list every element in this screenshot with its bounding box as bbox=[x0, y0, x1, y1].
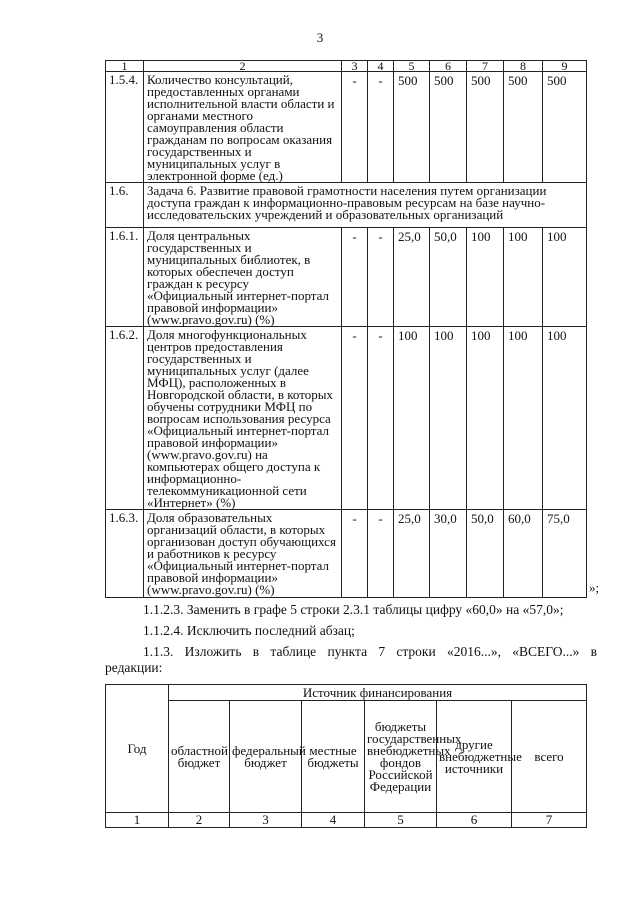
col-header: местные бюджеты bbox=[302, 701, 365, 813]
col-number: 2 bbox=[144, 61, 342, 72]
indicator-text: Доля многофункциональных центров предоставления государственных и муниципальных услуг (далее МФЦ), расположенных в Новгородской области, в которых обучены сотрудники МФЦ по вопросам использования ресурса «Официальный интернет-портал правовой информации» (www.pravo.gov.ru) на компьютерах общего доступа к информационно-телекоммуникационной сети «Интернет» (%) bbox=[144, 327, 342, 510]
cell-value: 50,0 bbox=[467, 510, 504, 598]
cell-value: 500 bbox=[504, 72, 543, 183]
paragraph: 1.1.2.4. Исключить последний абзац; bbox=[143, 623, 355, 638]
col-number: 8 bbox=[504, 61, 543, 72]
cell-value: - bbox=[368, 228, 394, 327]
cell-value: 100 bbox=[467, 228, 504, 327]
cell-value: 25,0 bbox=[394, 228, 430, 327]
col-header: бюджеты государственных внебюджетных фондов Российской Федерации bbox=[365, 701, 437, 813]
cell-value: 60,0 bbox=[504, 510, 543, 598]
cell-value: 500 bbox=[467, 72, 504, 183]
cell-value: 30,0 bbox=[430, 510, 467, 598]
paragraph: 1.1.2.3. Заменить в графе 5 строки 2.3.1 таблицы цифру «60,0» на «57,0»; bbox=[143, 602, 564, 617]
col-number: 6 bbox=[437, 813, 512, 828]
page-number: 3 bbox=[316, 30, 324, 45]
subheader-row bbox=[106, 701, 587, 813]
cell-value: - bbox=[342, 510, 368, 598]
col-header: областной бюджет bbox=[169, 701, 230, 813]
column-number-row bbox=[106, 61, 587, 72]
col-number: 4 bbox=[302, 813, 365, 828]
indicator-text: Количество консультаций, предоставленных органами исполнительной власти области и органами местного самоуправления области гражданам по вопросам оказания государственных и муниципальных услуг в электронной форме (ед.) bbox=[144, 72, 342, 183]
cell-value: - bbox=[342, 228, 368, 327]
cell-value: - bbox=[368, 72, 394, 183]
task-row bbox=[106, 183, 587, 228]
cell-value: 500 bbox=[430, 72, 467, 183]
cell-value: 100 bbox=[394, 327, 430, 510]
financing-table bbox=[105, 684, 587, 828]
closing-quote: »; bbox=[589, 580, 600, 595]
col-number: 2 bbox=[169, 813, 230, 828]
task-text: Задача 6. Развитие правовой грамотности населения путем организации доступа граждан к информационно-правовым ресурсам на базе научно-исследовательских учреждений и образовательных организаций bbox=[144, 183, 587, 228]
indicator-text: Доля образовательных организаций области, в которых организован доступ обучающихся и работников к ресурсу «Официальный интернет-портал правовой информации» (www.pravo.gov.ru) (%) bbox=[144, 510, 342, 598]
cell-value: 500 bbox=[543, 72, 587, 183]
col-header: другие внебюджетные источники bbox=[437, 701, 512, 813]
source-header: Источник финансирования bbox=[169, 685, 587, 701]
cell-value: - bbox=[368, 510, 394, 598]
col-number: 1 bbox=[106, 61, 144, 72]
cell-value: - bbox=[368, 327, 394, 510]
col-number: 9 bbox=[543, 61, 587, 72]
table-row bbox=[106, 228, 587, 327]
cell-value: 75,0 bbox=[543, 510, 587, 598]
col-number: 7 bbox=[512, 813, 587, 828]
table-row bbox=[106, 72, 587, 183]
table-row bbox=[106, 510, 587, 598]
col-header: всего bbox=[512, 701, 587, 813]
cell-value: 500 bbox=[394, 72, 430, 183]
header-row bbox=[106, 685, 587, 701]
cell-value: 100 bbox=[504, 228, 543, 327]
cell-value: 100 bbox=[467, 327, 504, 510]
indicator-text: Доля центральных государственных и муниципальных библиотек, в которых обеспечен доступ граждан к ресурсу «Официальный интернет-портал правовой информации» (www.pravo.gov.ru) (%) bbox=[144, 228, 342, 327]
cell-value: 50,0 bbox=[430, 228, 467, 327]
cell-value: 25,0 bbox=[394, 510, 430, 598]
paragraph: 1.1.3. Изложить в таблице пункта 7 строки «2016...», «ВСЕГО...» в редакции: bbox=[105, 644, 597, 675]
row-number: 1.6. bbox=[106, 183, 144, 228]
cell-value: 100 bbox=[504, 327, 543, 510]
col-header: федеральный бюджет bbox=[230, 701, 302, 813]
indicators-table bbox=[105, 60, 587, 598]
column-number-row bbox=[106, 813, 587, 828]
col-number: 4 bbox=[368, 61, 394, 72]
col-number: 3 bbox=[230, 813, 302, 828]
col-number: 3 bbox=[342, 61, 368, 72]
cell-value: 100 bbox=[430, 327, 467, 510]
row-number: 1.6.2. bbox=[106, 327, 144, 510]
cell-value: - bbox=[342, 327, 368, 510]
row-number: 1.6.1. bbox=[106, 228, 144, 327]
col-number: 7 bbox=[467, 61, 504, 72]
col-number: 6 bbox=[430, 61, 467, 72]
col-number: 5 bbox=[394, 61, 430, 72]
year-header: Год bbox=[106, 685, 169, 813]
cell-value: - bbox=[342, 72, 368, 183]
table-row bbox=[106, 327, 587, 510]
cell-value: 100 bbox=[543, 327, 587, 510]
row-number: 1.5.4. bbox=[106, 72, 144, 183]
col-number: 5 bbox=[365, 813, 437, 828]
cell-value: 100 bbox=[543, 228, 587, 327]
col-number: 1 bbox=[106, 813, 169, 828]
row-number: 1.6.3. bbox=[106, 510, 144, 598]
